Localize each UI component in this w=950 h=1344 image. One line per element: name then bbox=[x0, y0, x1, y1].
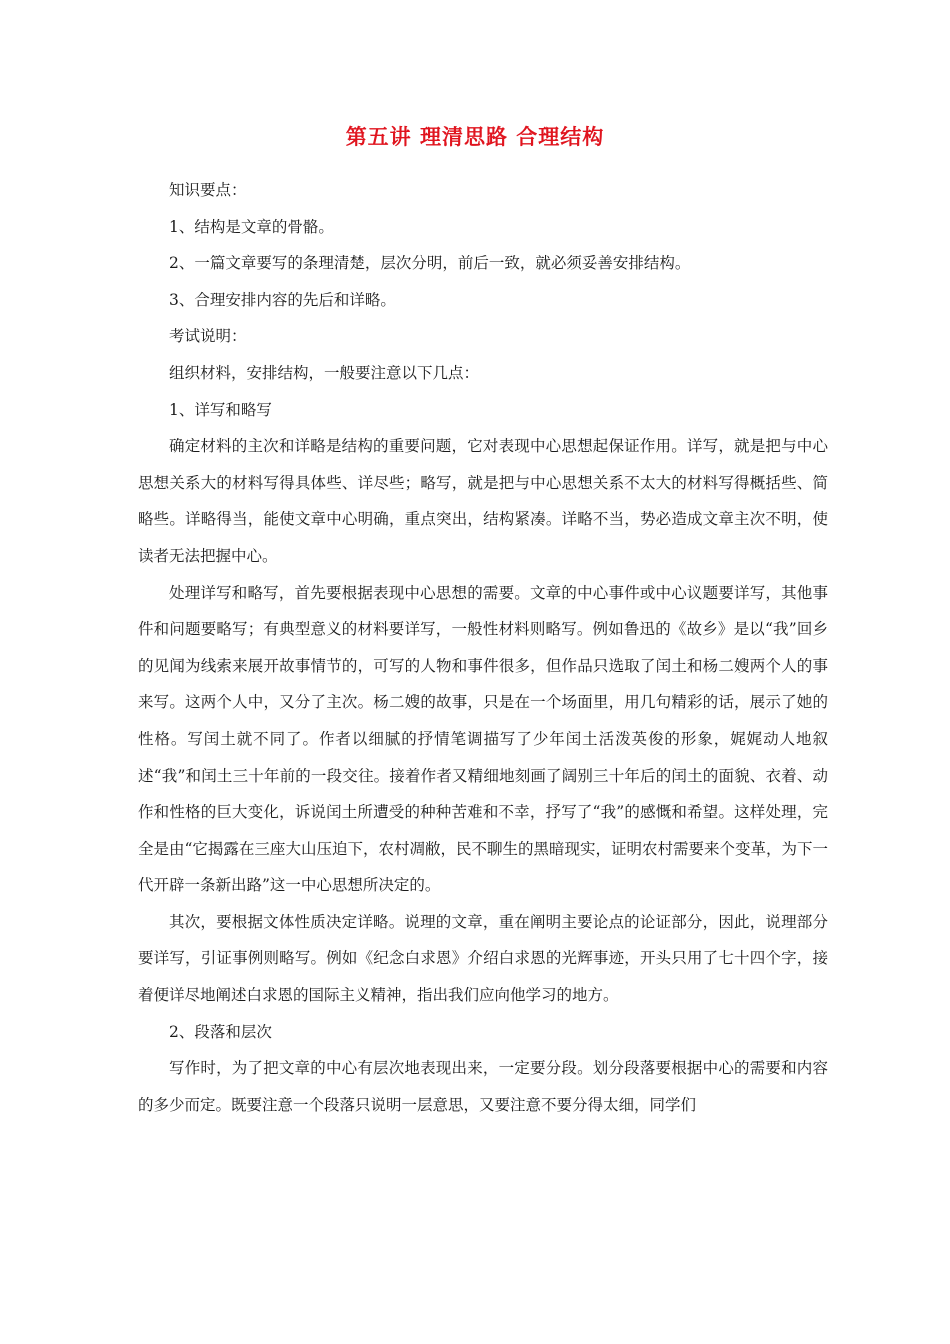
section-heading-key-points: 知识要点： bbox=[169, 181, 247, 199]
body-paragraph: 处理详写和略写，首先要根据表现中心思想的需要。文章的中心事件或中心议题要详写，其他事件和问题要略写；有典型意义的材料要详写，一般性材料则略写。例如鲁迅的《故乡》是以“我”回乡的见闻为线索来展开故事情节的，可写的人物和事件很多，但作品只选取了闰土和杨二嫂两个人的事来写。这两个人中，又分了主次。杨二嫂的故事，只是在一个场面里，用几句精彩的话，展示了她的性格。写闰土就不同了。作者以细腻的抒情笔调描写了少年闰土活泼英俊的形象，娓娓动人地叙述“我”和闰土三十年前的一段交往。接着作者又精细地刻画了阔别三十年后的闰土的面貌、衣着、动作和性格的巨大变化，诉说闰土所遭受的种种苦难和不幸，抒写了“我”的感慨和希望。这样处理，完全是由“它揭露在三座大山压迫下，农村凋敝，民不聊生的黑暗现实，证明农村需要来个变革，为下一代开辟一条新出路”这一中心思想所决定的。 bbox=[138, 583, 828, 895]
page-title: 第五讲 理清思路 合理结构 bbox=[345, 125, 605, 149]
body-paragraph: 其次，要根据文体性质决定详略。说理的文章，重在阐明主要论点的论证部分，因此，说理部分要详写，引证事例则略写。例如《纪念白求恩》介绍白求恩的光辉事迹，开头只用了七十四个字，接着便详尽地阐述白求恩的国际主义精神，指出我们应向他学习的地方。 bbox=[138, 912, 828, 1005]
exam-notes-intro: 组织材料，安排结构，一般要注意以下几点： bbox=[169, 363, 480, 382]
document-body bbox=[138, 172, 828, 1123]
subheading-paragraphs-and-levels: 2、段落和层次 bbox=[169, 1022, 272, 1041]
body-paragraph: 写作时，为了把文章的中心有层次地表现出来，一定要分段。划分段落要根据中心的需要和内容的多少而定。既要注意一个段落只说明一层意思，又要注意不要分得太细，同学们 bbox=[138, 1059, 828, 1114]
key-point-1: 1、结构是文章的骨骼。 bbox=[169, 217, 334, 236]
key-point-2: 2、一篇文章要写的条理清楚，层次分明，前后一致，就必须妥善安排结构。 bbox=[169, 254, 691, 273]
body-paragraph: 确定材料的主次和详略是结构的重要问题，它对表现中心思想起保证作用。详写，就是把与中心思想关系大的材料写得具体些、详尽些；略写，就是把与中心思想关系不太大的材料写得概括些、简略些。详略得当，能使文章中心明确，重点突出，结构紧凑。详略不当，势必造成文章主次不明，使读者无法把握中心。 bbox=[138, 437, 828, 565]
key-point-3: 3、合理安排内容的先后和详略。 bbox=[169, 290, 396, 309]
section-heading-exam-notes: 考试说明： bbox=[169, 327, 247, 346]
subheading-detail-and-brief: 1、详写和略写 bbox=[169, 400, 272, 419]
